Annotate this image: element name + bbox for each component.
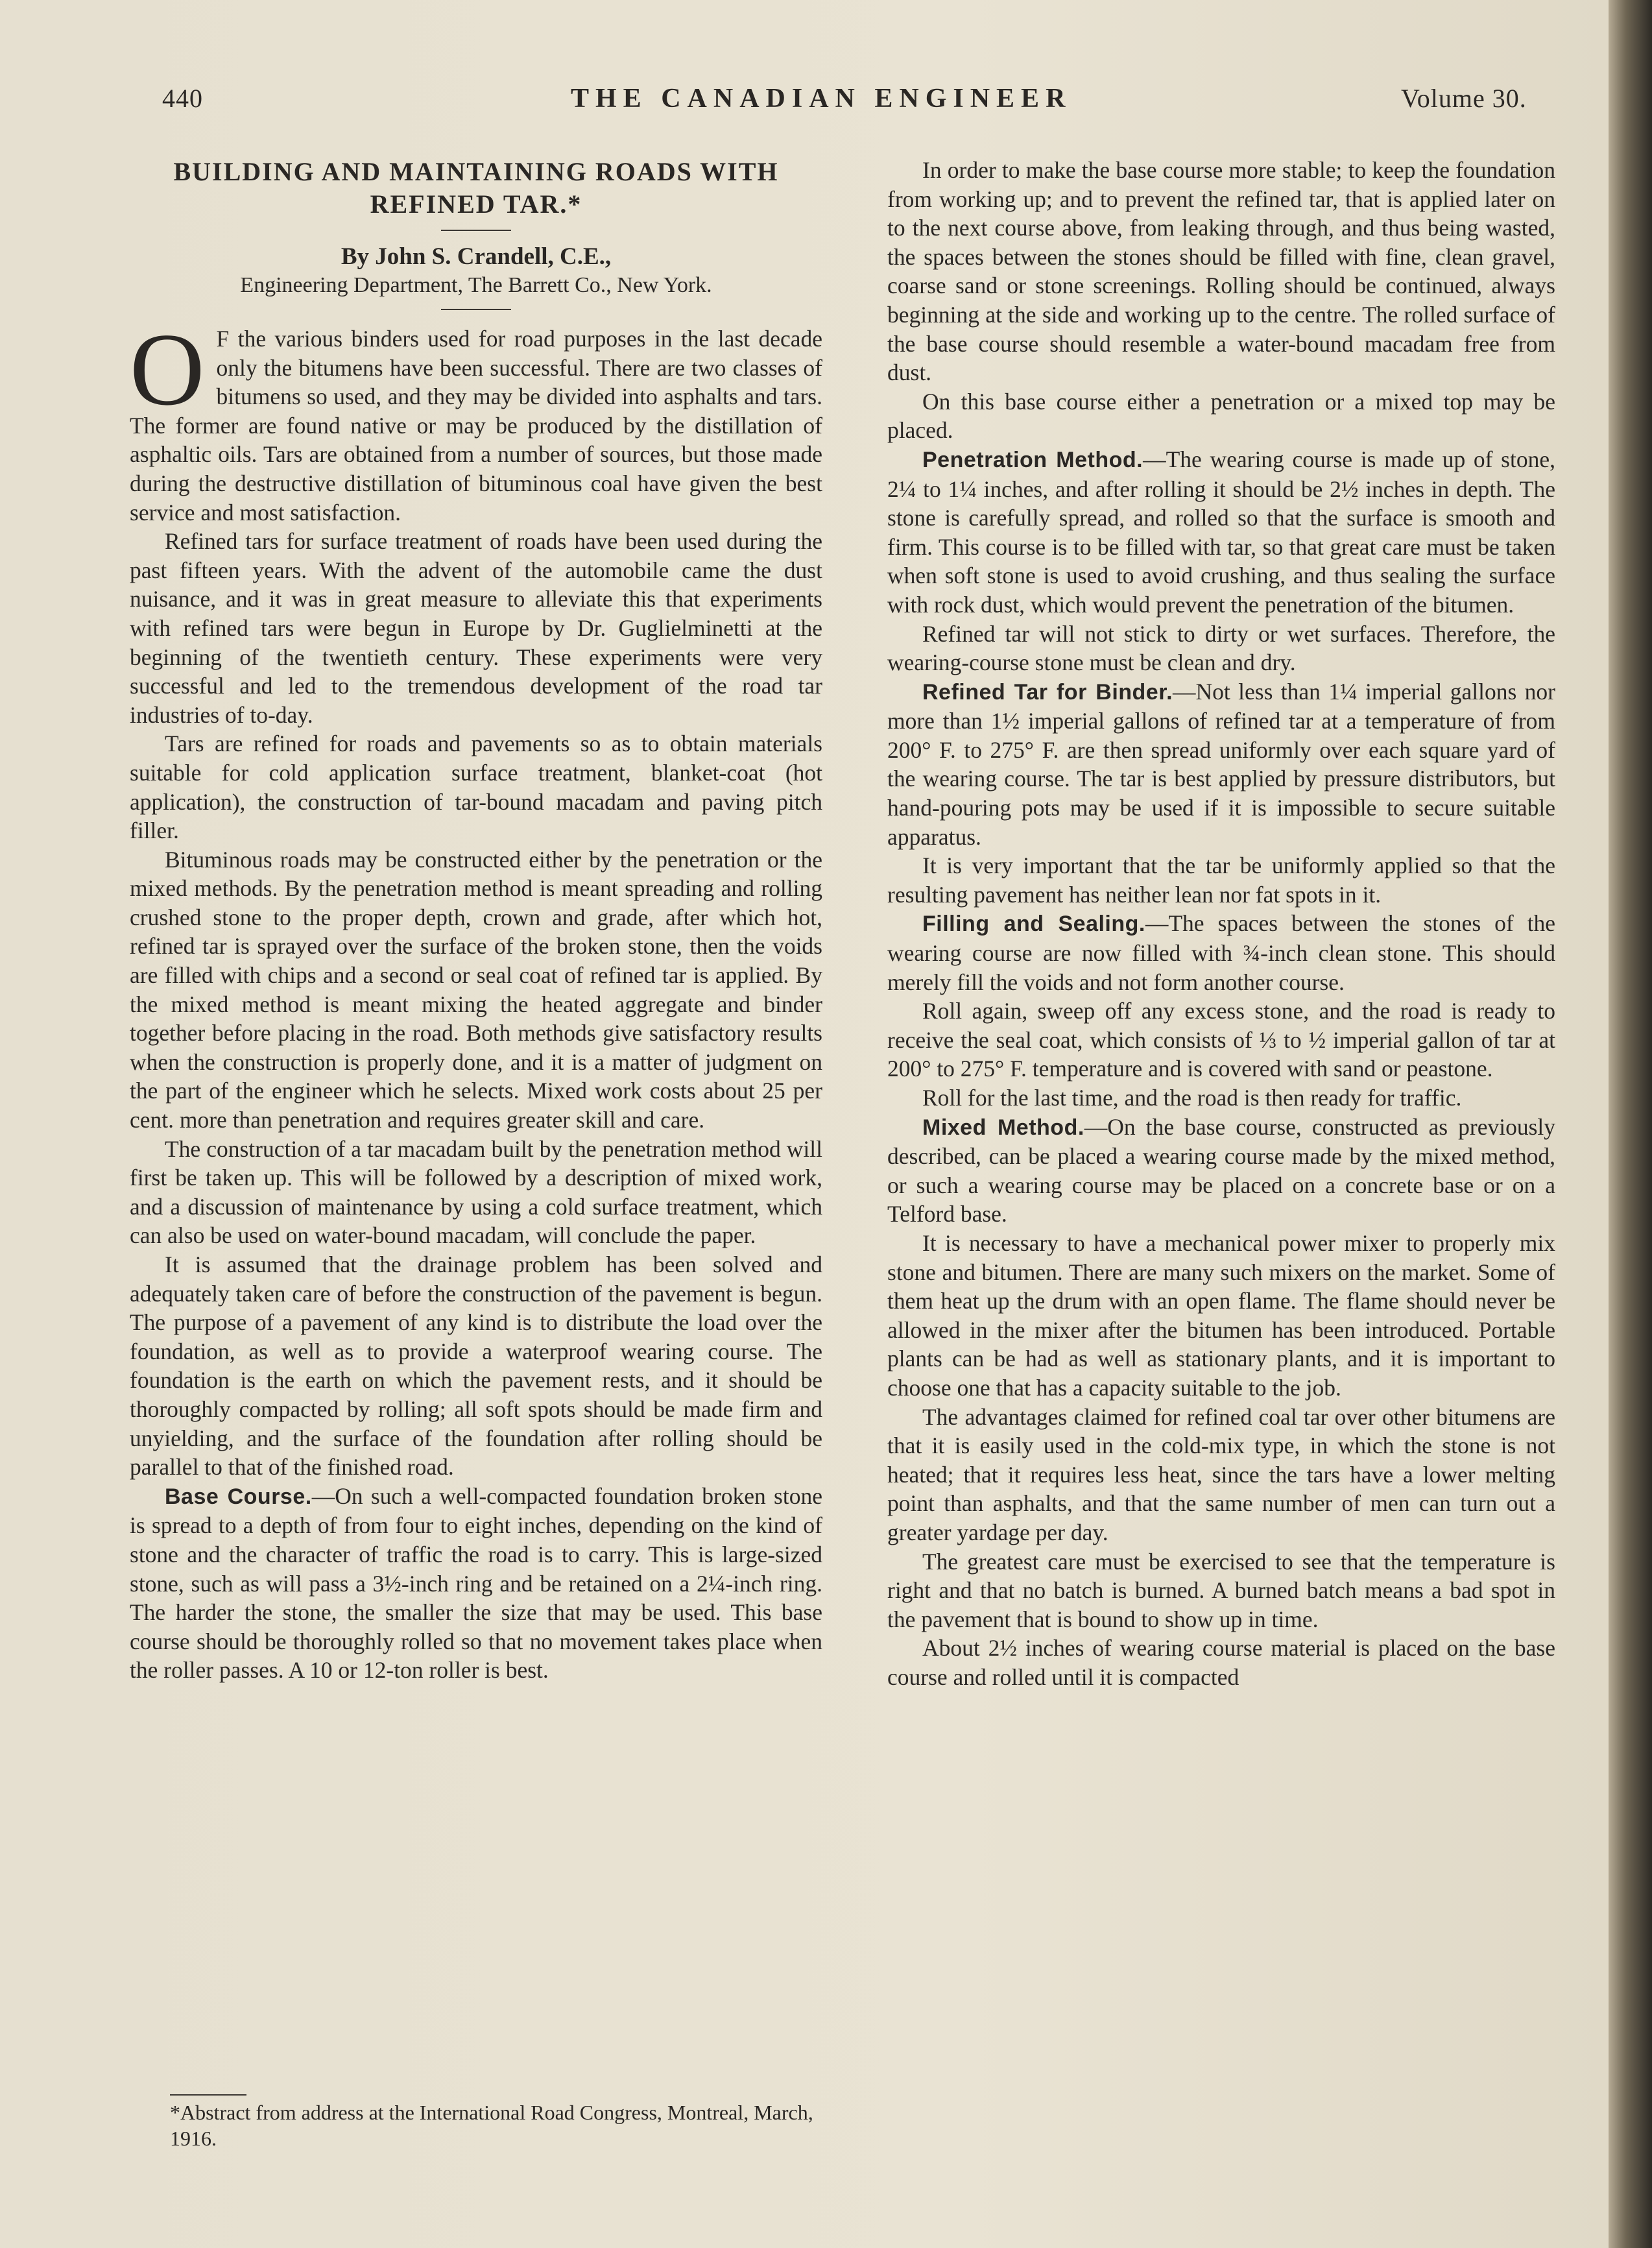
paragraph: It is assumed that the drainage problem has been solved and adequately taken care of before the construction of the pavement is begun. The purpose of a pavement of any kind is to distribute the load over the foundation, as well as to provide a waterproof wearing course. The foundation is the earth on which the pavement rests, and it should be thoroughly compacted by rolling; all soft spots should be made firm and unyielding, and the surface of the foundation after rolling should be parallel to that of the finished road.: [130, 1251, 822, 1481]
left-column: [130, 156, 822, 1685]
footnote: *Abstract from address at the International Road Congress, Montreal, March, 1916.: [170, 2101, 813, 2150]
paragraph: The advantages claimed for refined coal tar over other bitumens are that it is easily used in the cold-mix type, in which the stone is not heated; that it requires less heat, since the tars have a lower melting point than asphalts, and that the same number of men can turn out a greater yardage per day.: [887, 1403, 1555, 1545]
paragraph-text: —On such a well-compacted foundation broken stone is spread to a depth of from four to eight inches, depending on the kind of stone and the character of traffic the road is to carry. This is large-sized stone, such as will pass a 3½-inch ring and be retained on a 2¼-inch ring. The harder the stone, the smaller the size that may be used. This base course should be thoroughly rolled so that no movement takes place when the roller passes. A 10 or 12-ton roller is best.: [130, 1482, 822, 1684]
footnote-divider: [170, 2094, 246, 2096]
paragraph: About 2½ inches of wearing course material is placed on the base course and rolled until it is compacted: [887, 1635, 1555, 1690]
title-divider: [441, 230, 511, 231]
section-heading: Base Course.: [165, 1484, 312, 1509]
article-title-line2: REFINED TAR.*: [370, 189, 582, 219]
section-heading: Penetration Method.: [922, 447, 1143, 472]
volume-label: Volume 30.: [1401, 84, 1527, 113]
right-column: [887, 156, 1555, 1691]
paragraph-text: —Not less than 1¼ imperial gallons nor more than 1½ imperial gallons of refined tar at a temperature of from 200° F. to 275° F. are then spread uniformly over each square yard of the wearing course. The tar is best applied by pressure distributors, but hand-pouring pots may be used if it is impossible to secure suitable apparatus.: [887, 678, 1555, 850]
paragraph: Refined tars for surface treatment of roads have been used during the past fifteen years. With the advent of the automobile came the dust nuisance, and it was in great measure to alleviate this that experiments with refined tars were begun in Europe by Dr. Guglielminetti at the beginning of the twentieth century. These experiments were very successful and led to the tremendous development of the road tar industries of to-day.: [130, 528, 822, 728]
journal-title: THE CANADIAN ENGINEER: [571, 84, 1072, 114]
paragraph-text: F the various binders used for road purposes in the last decade only the bitumens have been successful. There are two classes of bitumens so used, and they may be divided into asphalts and tars. The former are found native or may be produced by the distillation of asphaltic oils. Tars are obtained from a number of sources, but those made during the destructive distillation of bituminous coal have given the best service and most satisfaction.: [130, 326, 822, 526]
paragraph: Roll again, sweep off any excess stone, and the road is ready to receive the seal coat, which consists of ⅓ to ½ imperial gallon of tar at 200° to 275° F. temperature and is covered with sand or peastone.: [887, 998, 1555, 1082]
section-heading: Mixed Method.: [922, 1115, 1084, 1140]
byline: By John S. Crandell, C.E.,: [341, 243, 612, 270]
paragraph: [887, 677, 1555, 852]
paragraph: Tars are refined for roads and pavements so as to obtain materials suitable for cold application surface treatment, blanket-coat (hot application), the construction of tar-bound macadam and paving pitch filler.: [130, 731, 822, 844]
paragraph: The construction of a tar macadam built by the penetration method will first be taken up. This will be followed by a description of mixed work, and a discussion of maintenance by using a cold surface treatment, which can also be used on water-bound macadam, will conclude the paper.: [130, 1135, 822, 1249]
drop-cap: O: [130, 311, 205, 427]
article-title-line1: BUILDING AND MAINTAINING ROADS WITH: [173, 157, 779, 186]
paragraph: [130, 311, 822, 527]
paragraph: The greatest care must be exercised to see that the temperature is right and that no batch is burned. A burned batch means a bad spot in the pavement that is bound to show up in time.: [887, 1548, 1555, 1632]
byline-divider: [441, 309, 511, 310]
paragraph: Bituminous roads may be constructed either by the penetration or the mixed methods. By the penetration method is meant spreading and rolling crushed stone to the proper depth, crown and grade, after which hot, refined tar is sprayed over the surface of the broken stone, then the voids are filled with chips and a second or seal coat of refined tar is applied. By the mixed method is meant mixing the heated aggregate and binder together before placing in the road. Both methods give satisfactory results when the construction is properly done, and it is a matter of judgment on the part of the engineer which he selects. Mixed work costs about 25 per cent. more than penetration and requires greater skill and care.: [130, 846, 822, 1133]
paragraph: Refined tar will not stick to dirty or wet surfaces. Therefore, the wearing-course stone must be clean and dry.: [887, 620, 1555, 676]
paragraph: [130, 1482, 822, 1685]
paragraph: Roll for the last time, and the road is then ready for traffic.: [922, 1085, 1462, 1111]
paragraph: On this base course either a penetration or a mixed top may be placed.: [887, 388, 1555, 444]
paragraph: It is very important that the tar be uniformly applied so that the resulting pavement has neither lean nor fat spots in it.: [887, 852, 1555, 908]
paragraph: It is necessary to have a mechanical power mixer to properly mix stone and bitumen. There are many such mixers on the market. Some of them heat up the drum with an open flame. The flame should never be allowed in the mixer after the bitumen has been introduced. Portable plants can be had as well as stationary plants, and it is important to choose one that has a capacity suitable to the job.: [887, 1229, 1555, 1401]
paragraph: [887, 909, 1555, 997]
paragraph-text: —On the base course, constructed as previously described, can be placed a wearing course made by the mixed method, or such a wearing course may be placed on a concrete base or on a Telford base.: [887, 1113, 1555, 1227]
affiliation: Engineering Department, The Barrett Co., New York.: [240, 273, 712, 297]
section-heading: Filling and Sealing.: [922, 912, 1145, 937]
paragraph: In order to make the base course more stable; to keep the foundation from working up; and to prevent the refined tar, that is applied later on to the next course above, from leaking through, and thus being wasted, the spaces between the stones should be filled with fine, clean gravel, coarse sand or stone screenings. Rolling should be continued, always beginning at the side and working up to the centre. The rolled surface of the base course should resemble a water-bound macadam free from dust.: [887, 157, 1555, 386]
paragraph: [887, 1113, 1555, 1229]
paragraph-text: —The wearing course is made up of stone, 2¼ to 1¼ inches, and after rolling it should be 2½ inches in depth. The stone is carefully spread, and rolled so that the surface is smooth and firm. This course is to be filled with tar, so that great care must be taken when soft stone is used to avoid crushing, and thus sealing the surface with rock dust, which would prevent the penetration of the bitumen.: [887, 446, 1555, 618]
paragraph: [887, 445, 1555, 620]
paragraph-text: —The spaces between the stones of the wearing course are now filled with ¾-inch clean stone. This should merely fill the voids and not form another course.: [887, 910, 1555, 995]
book-spine: [1609, 0, 1652, 2248]
page-number: 440: [162, 84, 203, 113]
section-heading: Refined Tar for Binder.: [922, 679, 1173, 705]
